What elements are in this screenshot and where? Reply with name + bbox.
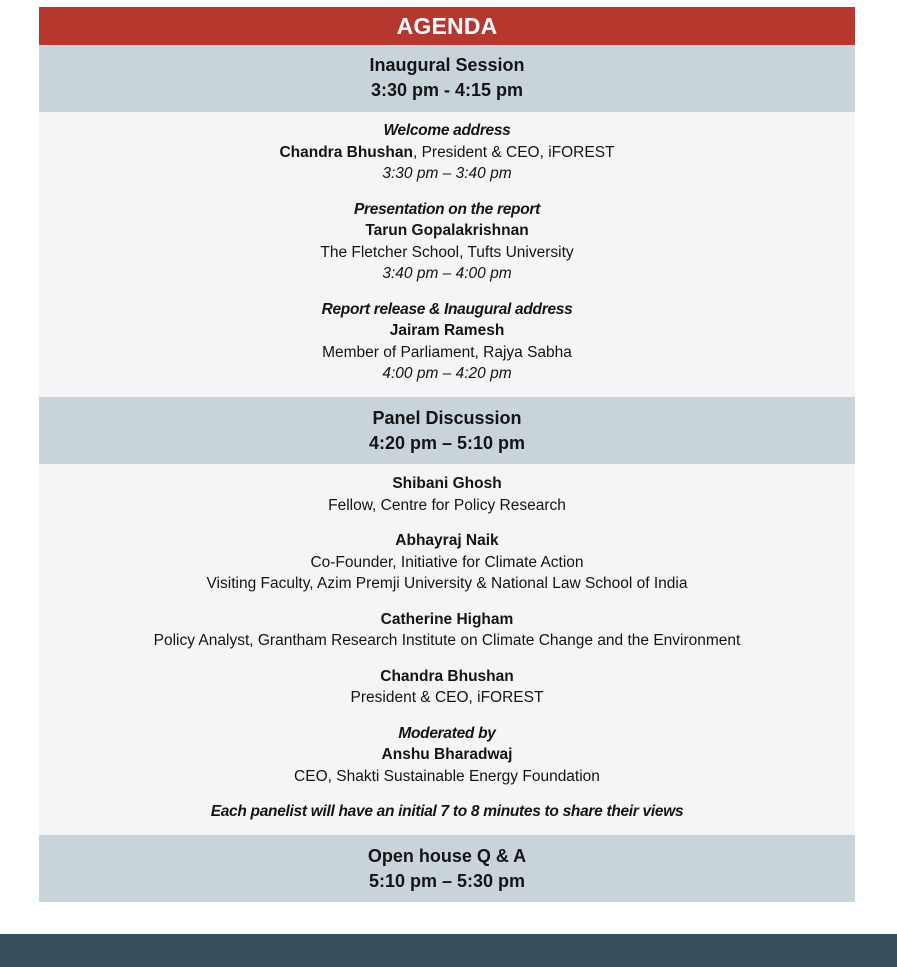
item-label: Welcome address xyxy=(383,122,511,139)
panelist-name: Chandra Bhushan xyxy=(380,667,514,685)
panelist-role: Co-Founder, Initiative for Climate Action xyxy=(310,553,584,571)
qa-session-title: Open house Q & A xyxy=(367,846,527,866)
moderator-label: Moderated by xyxy=(398,724,496,742)
panelist-role: Fellow, Centre for Policy Research xyxy=(328,496,566,514)
qa-session-header xyxy=(39,835,855,902)
moderator-role: CEO, Shakti Sustainable Energy Foundation xyxy=(294,767,600,785)
panel-discussion-header xyxy=(39,397,855,464)
speaker-name: Chandra Bhushan xyxy=(279,143,413,161)
item-time: 4:00 pm – 4:20 pm xyxy=(382,365,512,382)
speaker-name: Jairam Ramesh xyxy=(389,322,505,339)
panelist xyxy=(39,530,855,595)
agenda-item-presentation xyxy=(39,199,855,285)
speaker-name: Tarun Gopalakrishnan xyxy=(365,222,529,239)
item-time: 3:40 pm – 4:00 pm xyxy=(382,265,512,282)
panelist-name: Shibani Ghosh xyxy=(392,475,502,492)
speaker-affiliation: Member of Parliament, Rajya Sabha xyxy=(322,343,572,361)
panelist-role: Visiting Faculty, Azim Premji University & National Law School of India xyxy=(206,575,688,592)
panelist-name: Catherine Higham xyxy=(380,610,514,628)
panelist xyxy=(39,473,855,516)
panelist-name: Abhayraj Naik xyxy=(395,532,499,549)
item-label: Presentation on the report xyxy=(354,200,540,218)
inaugural-session-body xyxy=(39,112,855,397)
agenda-title: AGENDA xyxy=(39,7,855,45)
panelist-role: Policy Analyst, Grantham Research Institute on Climate Change and the Environment xyxy=(153,632,741,649)
agenda-item-welcome xyxy=(39,120,855,185)
qa-session-time: 5:10 pm – 5:30 pm xyxy=(368,871,526,891)
panel-discussion-body xyxy=(39,464,855,835)
panelist xyxy=(39,609,855,652)
agenda-item-report-release xyxy=(39,299,855,385)
inaugural-session-header xyxy=(39,45,855,112)
moderator-name: Anshu Bharadwaj xyxy=(381,746,513,763)
speaker-line xyxy=(39,142,855,164)
inaugural-session-title: Inaugural Session xyxy=(369,55,525,75)
speaker-affiliation: , President & CEO, iFOREST xyxy=(412,143,615,161)
panelist xyxy=(39,666,855,709)
panel-discussion-title: Panel Discussion xyxy=(372,408,522,428)
agenda-box xyxy=(39,7,855,902)
panel-discussion-time: 4:20 pm – 5:10 pm xyxy=(368,433,526,453)
item-label: Report release & Inaugural address xyxy=(321,300,573,318)
inaugural-session-time: 3:30 pm - 4:15 pm xyxy=(370,80,524,100)
footer-band xyxy=(0,934,897,967)
moderator-block xyxy=(39,723,855,788)
speaker-affiliation: The Fletcher School, Tufts University xyxy=(320,243,574,261)
item-time: 3:30 pm – 3:40 pm xyxy=(382,165,512,182)
panel-note: Each panelist will have an initial 7 to 8 minutes to share their views xyxy=(210,803,684,820)
panelist-role: President & CEO, iFOREST xyxy=(350,689,544,706)
